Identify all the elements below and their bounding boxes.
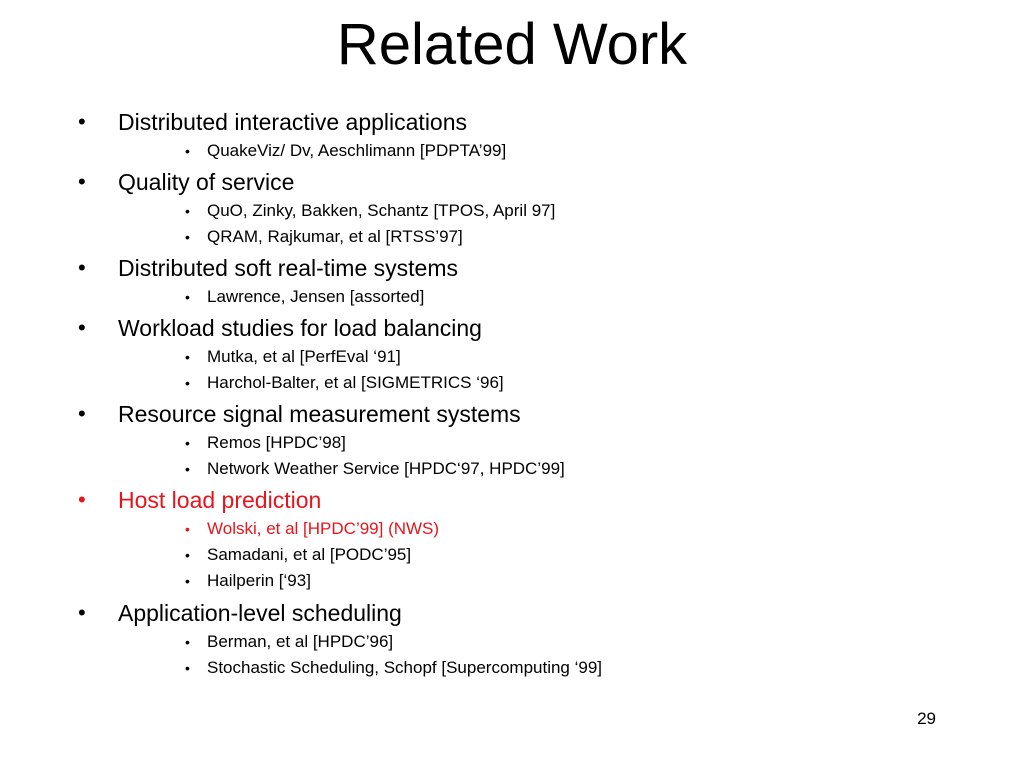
sub-bullet-text: Harchol-Balter, et al [SIGMETRICS ‘96] (207, 373, 504, 392)
sub-bullet-text: Hailperin [‘93] (207, 571, 311, 590)
bullet-text: Host load prediction (118, 487, 322, 513)
sub-bullet-dot-icon: • (185, 203, 190, 219)
sub-bullet-text: QRAM, Rajkumar, et al [RTSS’97] (207, 227, 463, 246)
bullet-text: Workload studies for load balancing (118, 315, 482, 341)
bullet-dot-icon: • (78, 109, 86, 134)
sub-bullet-text: QuakeViz/ Dv, Aeschlimann [PDPTA’99] (207, 141, 507, 160)
bullet-dot-icon: • (78, 600, 86, 625)
sub-bullet-text: Remos [HPDC’98] (207, 433, 346, 452)
sub-bullet-dot-icon: • (185, 573, 190, 589)
slide-title: Related Work (336, 12, 688, 77)
sub-bullet-dot-icon: • (185, 435, 190, 451)
bullet-dot-icon: • (78, 487, 86, 512)
sub-bullet-dot-icon: • (185, 143, 190, 159)
sub-bullet-text: QuO, Zinky, Bakken, Schantz [TPOS, April 97] (207, 201, 556, 220)
bullet-dot-icon: • (78, 255, 86, 280)
sub-bullet-text: Stochastic Scheduling, Schopf [Supercomputing ‘99] (207, 658, 603, 677)
bullet-text: Resource signal measurement systems (118, 401, 521, 427)
bullet-text: Distributed interactive applications (118, 109, 468, 135)
sub-bullet-dot-icon: • (185, 289, 190, 305)
sub-bullet-dot-icon: • (185, 547, 190, 563)
bullet-dot-icon: • (78, 169, 86, 194)
sub-bullet-dot-icon: • (185, 634, 190, 650)
sub-bullet-text: Wolski, et al [HPDC’99] (NWS) (207, 519, 440, 538)
bullet-dot-icon: • (78, 401, 86, 426)
sub-bullet-dot-icon: • (185, 229, 190, 245)
bullet-text: Quality of service (118, 169, 295, 195)
sub-bullet-text: Mutka, et al [PerfEval ‘91] (207, 347, 401, 366)
sub-bullet-dot-icon: • (185, 461, 190, 477)
page-number: 29 (917, 709, 936, 728)
bullet-dot-icon: • (78, 315, 86, 340)
sub-bullet-dot-icon: • (185, 521, 190, 537)
bullet-text: Application-level scheduling (118, 600, 402, 626)
bullet-text: Distributed soft real-time systems (118, 255, 458, 281)
sub-bullet-dot-icon: • (185, 375, 190, 391)
sub-bullet-dot-icon: • (185, 349, 190, 365)
sub-bullet-text: Lawrence, Jensen [assorted] (207, 287, 425, 306)
sub-bullet-text: Samadani, et al [PODC’95] (207, 545, 412, 564)
sub-bullet-text: Network Weather Service [HPDC‘97, HPDC’99] (207, 459, 565, 478)
sub-bullet-text: Berman, et al [HPDC’96] (207, 632, 394, 651)
sub-bullet-dot-icon: • (185, 660, 190, 676)
